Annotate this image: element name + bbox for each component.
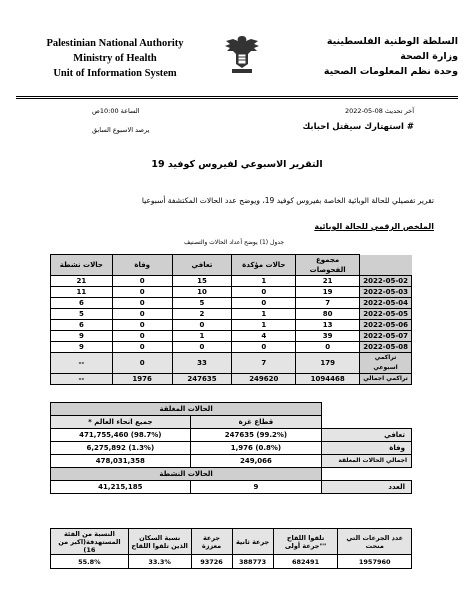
cell-active: 5 bbox=[51, 309, 113, 320]
header-divider bbox=[16, 96, 458, 97]
en-unit: Unit of Information System bbox=[53, 68, 177, 79]
cell-confirmed: 4 bbox=[232, 331, 296, 342]
value-doses-given: 1957960 bbox=[338, 555, 412, 569]
emblem-logo bbox=[222, 32, 262, 78]
cell-confirmed: 7 bbox=[232, 353, 296, 374]
cell-confirmed: 0 bbox=[232, 287, 296, 298]
table-row bbox=[51, 331, 412, 342]
deaths-world: 6,275,892 (1.3%) bbox=[51, 442, 191, 455]
closed-gaza: 249,066 bbox=[190, 455, 322, 468]
cell-deaths: 0 bbox=[112, 276, 172, 287]
table-row bbox=[51, 276, 412, 287]
cell-confirmed: 249620 bbox=[232, 374, 296, 385]
cell-date: 2022-05-07 bbox=[360, 331, 412, 342]
english-header bbox=[30, 36, 200, 81]
count-label: العدد bbox=[322, 481, 412, 494]
total-label: تراكمي اجمالي bbox=[360, 374, 412, 385]
cell-tests: 80 bbox=[296, 309, 360, 320]
cell-date: 2022-05-05 bbox=[360, 309, 412, 320]
header-divider-2 bbox=[16, 98, 458, 99]
report-description: تقرير تفصيلي للحالة الوبائية الخاصة بفيروس كوفيد 19، ويوضح عدد الحالات المكتشفة أسبوعيا bbox=[141, 196, 434, 205]
table-row bbox=[51, 429, 412, 442]
report-title: التقرير الاسبوعي لفيروس كوفيد 19 bbox=[151, 159, 323, 170]
table-row bbox=[51, 298, 412, 309]
cell-date: 2022-05-04 bbox=[360, 298, 412, 309]
grand-total-row bbox=[51, 374, 412, 385]
deaths-gaza: 1,976 (0.8%) bbox=[190, 442, 322, 455]
cell-tests: 13 bbox=[296, 320, 360, 331]
update-time: الساعة 10:00ص bbox=[92, 107, 140, 115]
header-doses-given: عدد الجرعات التي منحت bbox=[338, 529, 412, 555]
active-cases-title: الحالات النشطة bbox=[51, 468, 322, 481]
cell-recovered: 2 bbox=[172, 309, 232, 320]
cell-active: 9 bbox=[51, 331, 113, 342]
cell-tests: 19 bbox=[296, 287, 360, 298]
cell-active: 21 bbox=[51, 276, 113, 287]
cell-confirmed: 1 bbox=[232, 309, 296, 320]
cell-tests: 21 bbox=[296, 276, 360, 287]
cell-tests: 1094468 bbox=[296, 374, 360, 385]
cell-deaths: 0 bbox=[112, 287, 172, 298]
table-row bbox=[51, 555, 412, 569]
vaccination-table bbox=[50, 528, 412, 569]
recovered-world: 471,755,460 (98.7%) bbox=[51, 429, 191, 442]
table-row bbox=[51, 320, 412, 331]
closed-active-table bbox=[50, 402, 412, 494]
closed-total-label: اجمالي الحالات المغلقة bbox=[322, 455, 412, 468]
table-header-row bbox=[51, 255, 412, 276]
cell-confirmed: 1 bbox=[232, 320, 296, 331]
arabic-header bbox=[308, 34, 458, 79]
cell-active: 6 bbox=[51, 320, 113, 331]
table-row bbox=[51, 442, 412, 455]
slogan: # استهتارك سيقتل احبابك bbox=[302, 122, 414, 132]
cell-deaths: 0 bbox=[112, 331, 172, 342]
cell-confirmed: 0 bbox=[232, 298, 296, 309]
table-row bbox=[51, 481, 412, 494]
cell-active: 11 bbox=[51, 287, 113, 298]
active-world: 41,215,185 bbox=[51, 481, 191, 494]
recovered-gaza: 247635 (99.2%) bbox=[190, 429, 322, 442]
ar-authority: السلطة الوطنية الفلسطينية bbox=[326, 36, 458, 47]
col-gaza: قطاع غزة bbox=[190, 416, 322, 429]
cell-confirmed: 0 bbox=[232, 342, 296, 353]
en-ministry: Ministry of Health bbox=[73, 53, 157, 64]
cell-deaths: 0 bbox=[112, 309, 172, 320]
cell-date: 2022-05-06 bbox=[360, 320, 412, 331]
header-target-pct: النسبة من الفئة المستهدفة(اكبر من 16) bbox=[51, 529, 129, 555]
summary-heading: الملخص الرقمي للحالة الوبائية bbox=[314, 222, 434, 231]
value-population-pct: 33.3% bbox=[128, 555, 191, 569]
table-row bbox=[51, 309, 412, 320]
cell-tests: 39 bbox=[296, 331, 360, 342]
active-gaza: 9 bbox=[190, 481, 322, 494]
header-second-dose: جرعة ثانية bbox=[232, 529, 273, 555]
header-booster: جرعة معززة bbox=[191, 529, 232, 555]
cell-date: 2022-05-08 bbox=[360, 342, 412, 353]
cell-recovered: 15 bbox=[172, 276, 232, 287]
header-first-dose: تلقوا اللقاح "جرعة أولى" bbox=[273, 529, 338, 555]
table1-caption: جدول (1) يوضح أعداد الحالات والتصنيف bbox=[184, 239, 285, 246]
cell-active: -- bbox=[51, 374, 113, 385]
header-recovered: تعافي bbox=[172, 255, 232, 276]
prev-week-note: يرصد الاسبوع السابق bbox=[92, 126, 150, 134]
cell-deaths: 0 bbox=[112, 298, 172, 309]
cell-deaths: 1976 bbox=[112, 374, 172, 385]
cell-recovered: 10 bbox=[172, 287, 232, 298]
cell-deaths: 0 bbox=[112, 320, 172, 331]
weekly-total-row bbox=[51, 353, 412, 374]
header-tests: مجموع الفحوصات bbox=[296, 255, 360, 276]
cell-date: 2022-05-03 bbox=[360, 287, 412, 298]
cell-tests: 7 bbox=[296, 298, 360, 309]
header-population-pct: نسبة السكان الذين تلقوا اللقاح bbox=[128, 529, 191, 555]
cell-recovered: 33 bbox=[172, 353, 232, 374]
closed-world: 478,031,358 bbox=[51, 455, 191, 468]
cell-recovered: 0 bbox=[172, 320, 232, 331]
cell-date: 2022-05-02 bbox=[360, 276, 412, 287]
ar-ministry: وزارة الصحة bbox=[400, 51, 458, 62]
cell-recovered: 1 bbox=[172, 331, 232, 342]
daily-cases-table bbox=[50, 254, 412, 385]
table-row bbox=[51, 287, 412, 298]
cell-confirmed: 1 bbox=[232, 276, 296, 287]
recovered-label: تعافي bbox=[322, 429, 412, 442]
header-confirmed: حالات مؤكدة bbox=[232, 255, 296, 276]
cell-active: 9 bbox=[51, 342, 113, 353]
deaths-label: وفاة bbox=[322, 442, 412, 455]
cell-recovered: 247635 bbox=[172, 374, 232, 385]
cell-tests: 179 bbox=[296, 353, 360, 374]
closed-cases-title: الحالات المغلقة bbox=[51, 403, 322, 416]
value-second-dose: 388773 bbox=[232, 555, 273, 569]
last-update: آخر تحديث 08-05-2022 bbox=[345, 107, 414, 115]
cell-deaths: 0 bbox=[112, 342, 172, 353]
cell-tests: 0 bbox=[296, 342, 360, 353]
table-row bbox=[51, 455, 412, 468]
en-authority: Palestinian National Authority bbox=[46, 38, 184, 49]
cell-deaths: 0 bbox=[112, 353, 172, 374]
value-booster: 93726 bbox=[191, 555, 232, 569]
table-row bbox=[51, 342, 412, 353]
cell-active: 6 bbox=[51, 298, 113, 309]
col-world: * جميع انحاء العالم bbox=[51, 416, 191, 429]
cell-recovered: 0 bbox=[172, 342, 232, 353]
value-first-dose: 682491 bbox=[273, 555, 338, 569]
value-target-pct: 55.8% bbox=[51, 555, 129, 569]
header-active: حالات نشطة bbox=[51, 255, 113, 276]
ar-unit: وحدة نظم المعلومات الصحية bbox=[323, 66, 458, 77]
cell-active: -- bbox=[51, 353, 113, 374]
weekly-label: تراكمي اسبوعي bbox=[360, 353, 412, 374]
cell-recovered: 5 bbox=[172, 298, 232, 309]
header-deaths: وفاة bbox=[112, 255, 172, 276]
